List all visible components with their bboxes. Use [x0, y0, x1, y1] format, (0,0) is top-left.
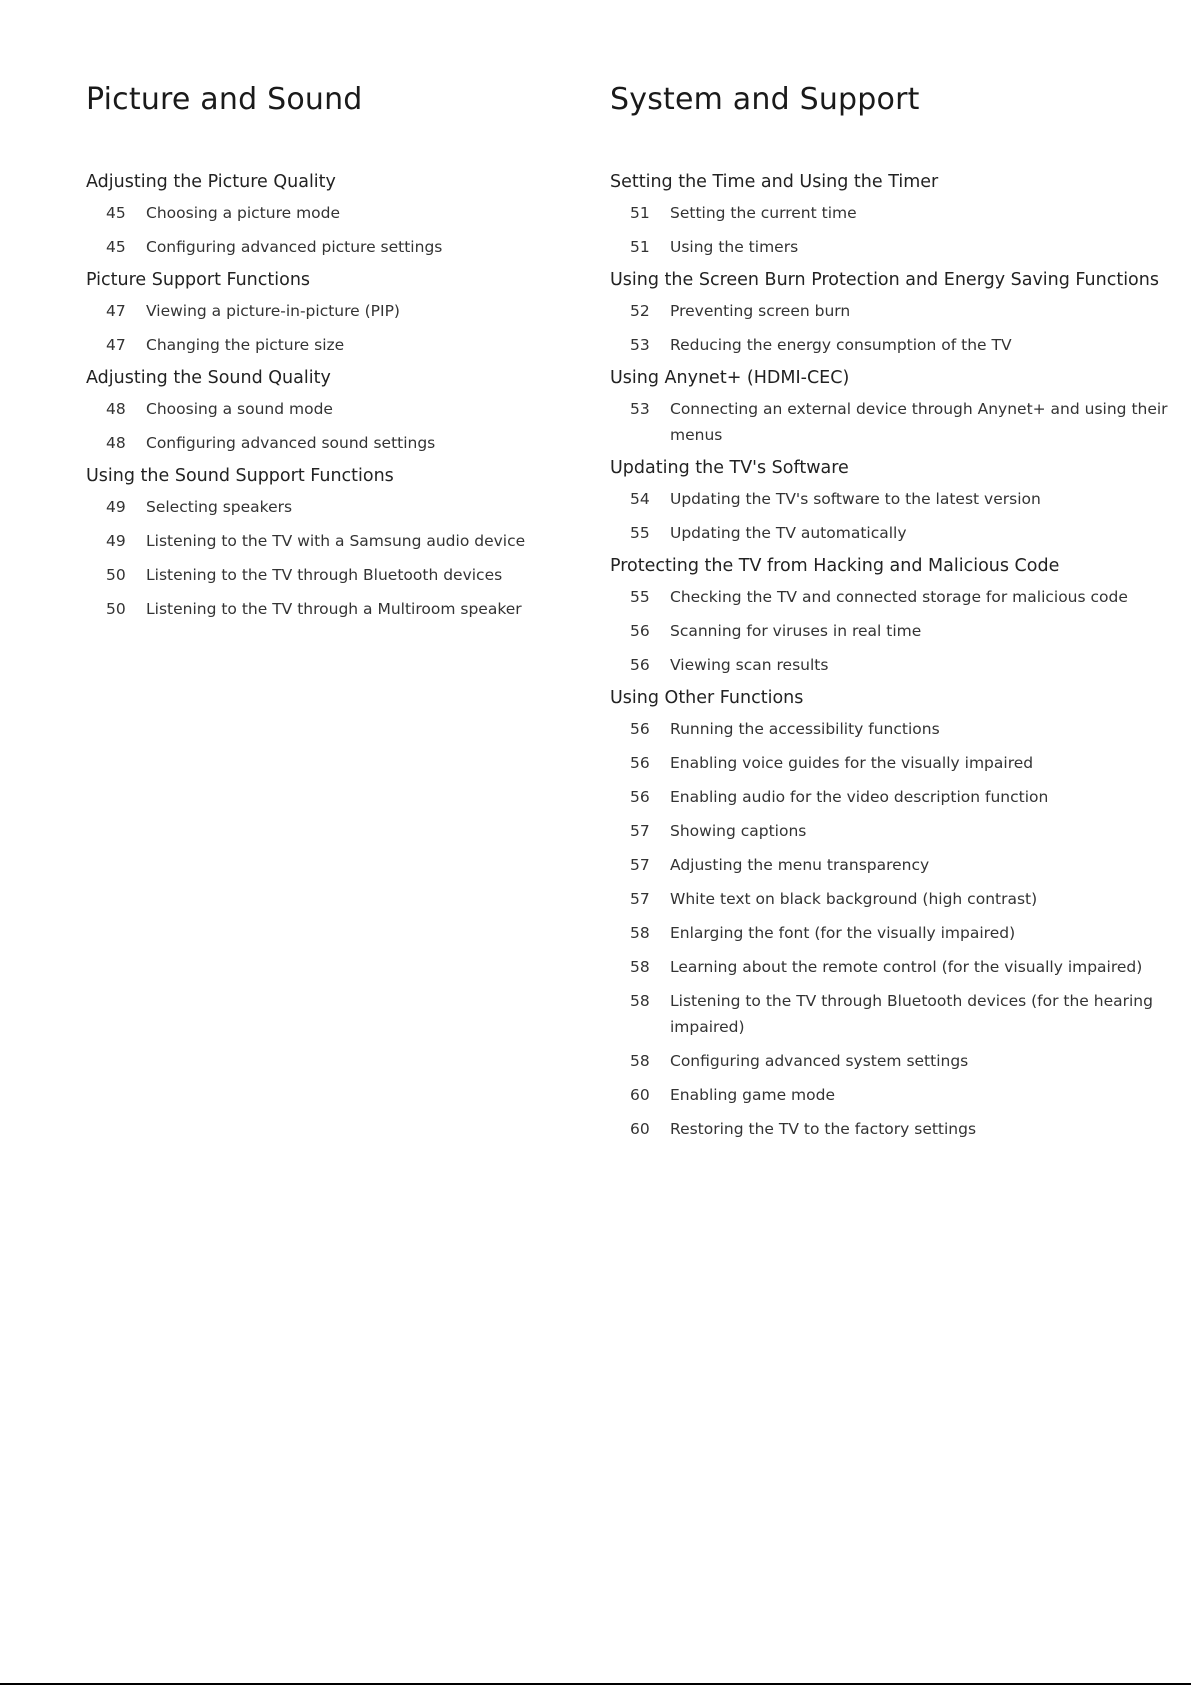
page-number: 56 [630, 788, 650, 806]
entry-title: Listening to the TV through a Multiroom speaker [146, 600, 522, 618]
section-heading[interactable]: Setting the Time and Using the Timer [610, 172, 939, 192]
toc-entry[interactable] [610, 920, 1170, 946]
entry-title: Viewing a picture-in-picture (PIP) [146, 302, 400, 320]
toc-entry[interactable] [610, 298, 1170, 324]
toc-section [86, 366, 586, 456]
toc-entry[interactable] [86, 200, 586, 226]
page-number: 53 [630, 400, 650, 418]
page-number: 55 [630, 588, 650, 606]
toc-section [610, 366, 1170, 448]
entry-title: Enabling voice guides for the visually impaired [670, 754, 1034, 772]
entry-title: Enlarging the font (for the visually impaired) [670, 924, 1016, 942]
section-heading[interactable]: Adjusting the Picture Quality [86, 172, 336, 192]
toc-entry[interactable] [610, 618, 1170, 644]
entry-title: Scanning for viruses in real time [670, 622, 922, 640]
page-number: 60 [630, 1120, 650, 1138]
page-number: 54 [630, 490, 650, 508]
page-number: 47 [106, 302, 126, 320]
entry-title: Preventing screen burn [670, 302, 851, 320]
toc-entry[interactable] [610, 750, 1170, 776]
entry-title: White text on black background (high contrast) [670, 890, 1038, 908]
page-number: 48 [106, 400, 126, 418]
entry-title: Listening to the TV through Bluetooth devices [146, 566, 503, 584]
section-heading[interactable]: Using the Sound Support Functions [86, 466, 394, 486]
entry-title: Viewing scan results [670, 656, 829, 674]
toc-entry[interactable] [86, 234, 586, 260]
toc-entry[interactable] [610, 1082, 1170, 1108]
entry-title: Changing the picture size [146, 336, 345, 354]
toc-entry[interactable] [610, 332, 1170, 358]
page-number: 52 [630, 302, 650, 320]
toc-entry[interactable] [86, 396, 586, 422]
entry-title: Connecting an external device through Anynet+ and using their menus [670, 400, 1168, 444]
toc-entry[interactable] [610, 954, 1170, 980]
toc-entry[interactable] [610, 584, 1170, 610]
page-number: 49 [106, 498, 126, 516]
toc-entry[interactable] [610, 886, 1170, 912]
entry-title: Using the timers [670, 238, 799, 256]
toc-entry[interactable] [86, 528, 586, 554]
entry-title: Reducing the energy consumption of the TV [670, 336, 1012, 354]
toc-entry[interactable] [610, 716, 1170, 742]
entry-title: Learning about the remote control (for the visually impaired) [670, 958, 1143, 976]
page-number: 57 [630, 822, 650, 840]
page-number: 60 [630, 1086, 650, 1104]
toc-entry[interactable] [86, 430, 586, 456]
page-number: 53 [630, 336, 650, 354]
section-heading[interactable]: Using Anynet+ (HDMI-CEC) [610, 368, 850, 388]
toc-section [610, 268, 1170, 358]
toc-entry[interactable] [610, 234, 1170, 260]
section-heading[interactable]: Updating the TV's Software [610, 458, 849, 478]
toc-entry[interactable] [610, 652, 1170, 678]
toc-section [610, 554, 1170, 678]
page-number: 58 [630, 1052, 650, 1070]
entry-title: Enabling game mode [670, 1086, 836, 1104]
section-heading[interactable]: Using the Screen Burn Protection and Energy Saving Functions [610, 270, 1159, 290]
toc-entry[interactable] [86, 298, 586, 324]
section-heading[interactable]: Adjusting the Sound Quality [86, 368, 331, 388]
page-number: 58 [630, 924, 650, 942]
toc-entry[interactable] [86, 562, 586, 588]
toc-section [86, 464, 586, 622]
page-number: 51 [630, 238, 650, 256]
entry-title: Restoring the TV to the factory settings [670, 1120, 977, 1138]
entry-title: Enabling audio for the video description function [670, 788, 1049, 806]
entry-title: Configuring advanced sound settings [146, 434, 436, 452]
entry-title: Showing captions [670, 822, 807, 840]
section-heading[interactable]: Protecting the TV from Hacking and Malicious Code [610, 556, 1060, 576]
toc-entry[interactable] [86, 332, 586, 358]
toc-section [86, 268, 586, 358]
page-number: 48 [106, 434, 126, 452]
toc-entry[interactable] [610, 396, 1170, 448]
toc-section [86, 170, 586, 260]
toc-entry[interactable] [86, 494, 586, 520]
entry-title: Adjusting the menu transparency [670, 856, 930, 874]
entry-title: Selecting speakers [146, 498, 293, 516]
page-number: 51 [630, 204, 650, 222]
section-heading[interactable]: Picture Support Functions [86, 270, 311, 290]
entry-title: Updating the TV automatically [670, 524, 907, 542]
left-column [86, 80, 586, 630]
right-column [610, 80, 1170, 1150]
page-number: 45 [106, 238, 126, 256]
page-number: 56 [630, 656, 650, 674]
page-number: 56 [630, 622, 650, 640]
toc-entry[interactable] [610, 818, 1170, 844]
page-number: 58 [630, 992, 650, 1010]
entry-title: Choosing a sound mode [146, 400, 333, 418]
toc-entry[interactable] [610, 520, 1170, 546]
entry-title: Configuring advanced picture settings [146, 238, 443, 256]
page-number: 50 [106, 566, 126, 584]
left-column-title: Picture and Sound [86, 82, 363, 117]
page-number: 56 [630, 754, 650, 772]
entry-title: Listening to the TV with a Samsung audio device [146, 532, 526, 550]
toc-entry[interactable] [610, 1048, 1170, 1074]
page-number: 58 [630, 958, 650, 976]
toc-entry[interactable] [610, 988, 1170, 1040]
toc-entry[interactable] [610, 200, 1170, 226]
page-number: 57 [630, 856, 650, 874]
page-number: 49 [106, 532, 126, 550]
entry-title: Running the accessibility functions [670, 720, 940, 738]
toc-section [610, 686, 1170, 1142]
page-number: 45 [106, 204, 126, 222]
section-heading[interactable]: Using Other Functions [610, 688, 804, 708]
toc-entry[interactable] [610, 1116, 1170, 1142]
toc-section [610, 456, 1170, 546]
entry-title: Configuring advanced system settings [670, 1052, 969, 1070]
right-column-title: System and Support [610, 82, 920, 117]
toc-entry[interactable] [610, 486, 1170, 512]
page-number: 56 [630, 720, 650, 738]
entry-title: Listening to the TV through Bluetooth devices (for the hearing impaired) [670, 992, 1153, 1036]
toc-section [610, 170, 1170, 260]
toc-entry[interactable] [610, 852, 1170, 878]
left-sections [86, 170, 586, 622]
entry-title: Choosing a picture mode [146, 204, 341, 222]
right-sections [610, 170, 1170, 1142]
entry-title: Setting the current time [670, 204, 857, 222]
toc-entry[interactable] [86, 596, 586, 622]
toc-entry[interactable] [610, 784, 1170, 810]
page-number: 57 [630, 890, 650, 908]
page-number: 55 [630, 524, 650, 542]
entry-title: Checking the TV and connected storage for malicious code [670, 588, 1128, 606]
page-number: 47 [106, 336, 126, 354]
entry-title: Updating the TV's software to the latest version [670, 490, 1041, 508]
page-number: 50 [106, 600, 126, 618]
